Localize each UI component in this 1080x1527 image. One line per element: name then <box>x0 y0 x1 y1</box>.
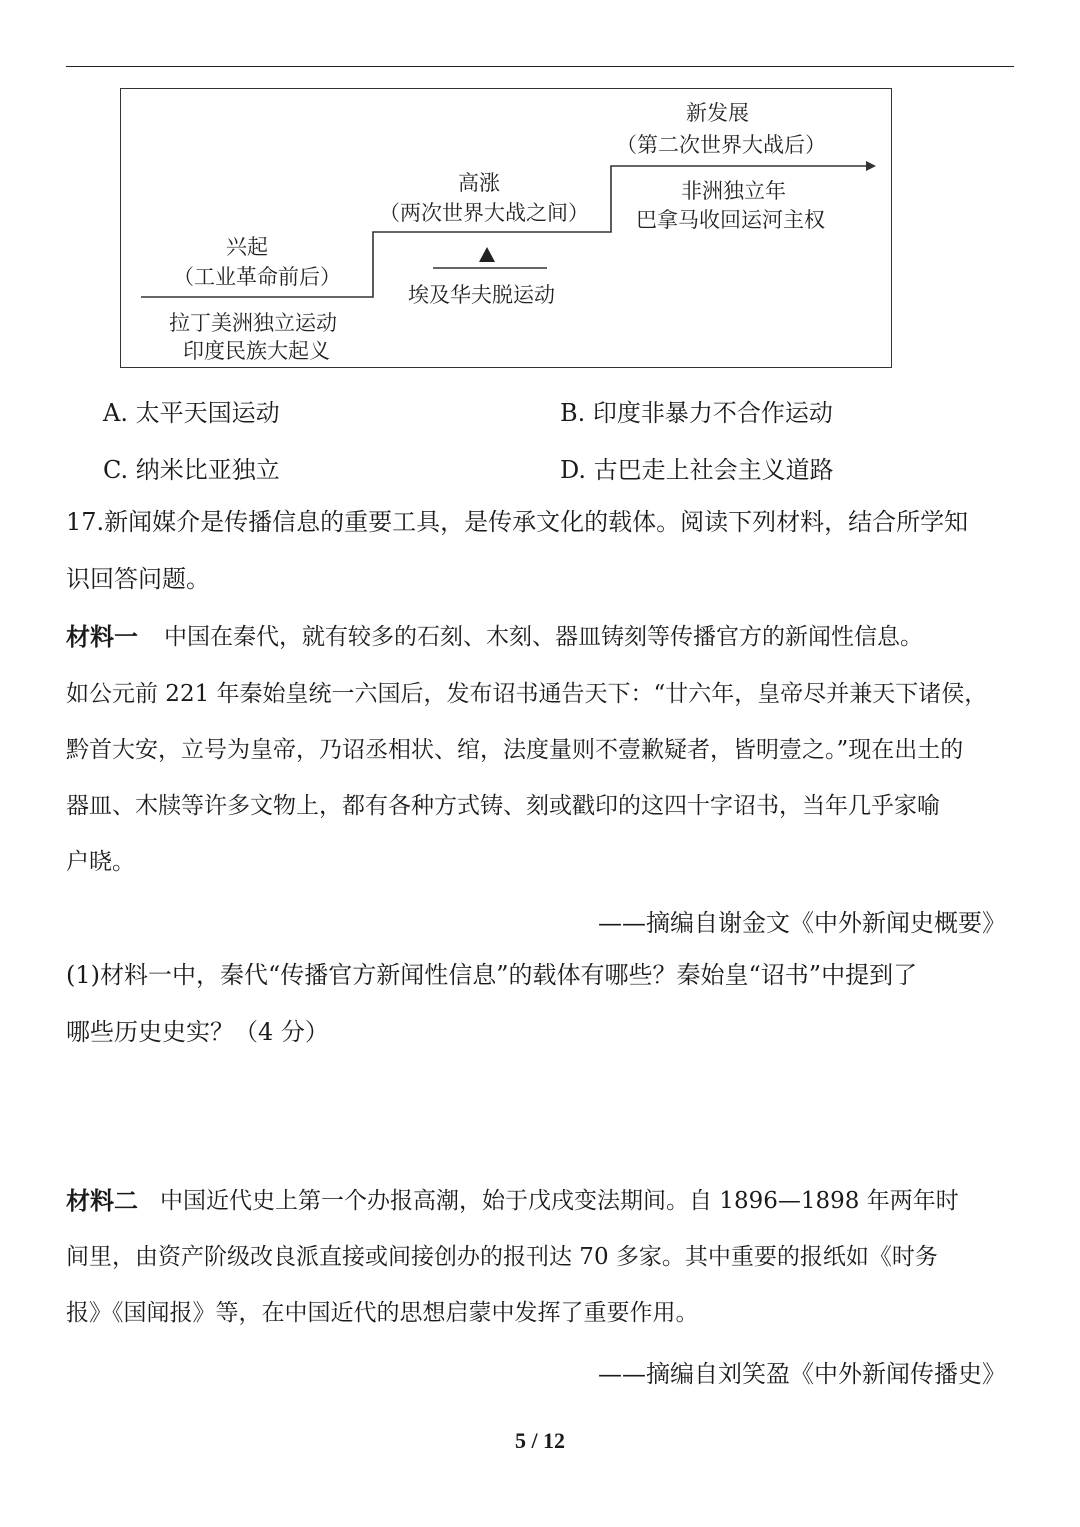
material2-source: ——摘编自刘笑盈《中外新闻传播史》 <box>598 1360 1006 1388</box>
stage2-period: （两次世界大战之间） <box>379 201 589 225</box>
material1-label: 材料一 <box>66 622 138 651</box>
question1-line2: 哪些历史史实？（4 分） <box>66 1018 329 1046</box>
question1-line1: (1)材料一中，秦代“传播官方新闻性信息”的载体有哪些？秦始皇“诏书”中提到了 <box>66 961 918 989</box>
arrow-head-icon <box>866 161 876 171</box>
triangle-marker-icon <box>479 247 495 262</box>
stage2-event: 埃及华夫脱运动 <box>408 283 555 307</box>
stage3-title: 新发展 <box>686 101 749 125</box>
stage3-event1: 非洲独立年 <box>681 179 786 203</box>
stage1-title: 兴起 <box>226 235 268 259</box>
stage3-event2: 巴拿马收回运河主权 <box>636 208 825 232</box>
material2-line3: 报》《国闻报》等，在中国近代的思想启蒙中发挥了重要作用。 <box>66 1300 699 1326</box>
material2-label: 材料二 <box>66 1186 138 1215</box>
option-c: C. 纳米比亚独立 <box>103 456 280 484</box>
q17-stem-line1: 17.新闻媒介是传播信息的重要工具，是传承文化的载体。阅读下列材料，结合所学知 <box>66 508 969 536</box>
material1-line4: 器皿、木牍等许多文物上，都有各种方式铸、刻或戳印的这四十字诏书，当年几乎家喻 <box>66 793 940 819</box>
page-number: 5 / 12 <box>514 1428 566 1453</box>
material1-line1: 中国在秦代，就有较多的石刻、木刻、器皿铸刻等传播官方的新闻性信息。 <box>164 624 923 650</box>
option-d: D. 古巴走上社会主义道路 <box>560 456 834 484</box>
option-b: B. 印度非暴力不合作运动 <box>560 399 833 427</box>
header-rule <box>66 66 1014 67</box>
material1-line5: 户晓。 <box>66 849 135 875</box>
material1-line3: 黔首大安，立号为皇帝，乃诏丞相状、绾，法度量则不壹歉疑者，皆明壹之。”现在出土的 <box>66 737 964 763</box>
stage3-period: （第二次世界大战后） <box>616 133 826 157</box>
option-a: A. 太平天国运动 <box>103 399 280 427</box>
material1-line2: 如公元前 221 年秦始皇统一六国后，发布诏书通告天下：“廿六年，皇帝尽并兼天下诸侯， <box>66 681 988 707</box>
stage1-event1: 拉丁美洲独立运动 <box>169 311 337 335</box>
stage1-period: （工业革命前后） <box>173 265 341 289</box>
material2-line1: 中国近代史上第一个办报高潮，始于戊戌变法期间。自 1896—1898 年两年时 <box>160 1188 959 1214</box>
stage1-event2: 印度民族大起义 <box>183 339 330 363</box>
stage2-title: 高涨 <box>458 171 500 195</box>
q17-stem-line2: 识回答问题。 <box>66 565 210 593</box>
national-movement-diagram <box>120 88 892 368</box>
material2-line2: 间里，由资产阶级改良派直接或间接创办的报刊达 70 多家。其中重要的报纸如《时务 <box>66 1244 938 1270</box>
material1-source: ——摘编自谢金文《中外新闻史概要》 <box>598 909 1006 937</box>
